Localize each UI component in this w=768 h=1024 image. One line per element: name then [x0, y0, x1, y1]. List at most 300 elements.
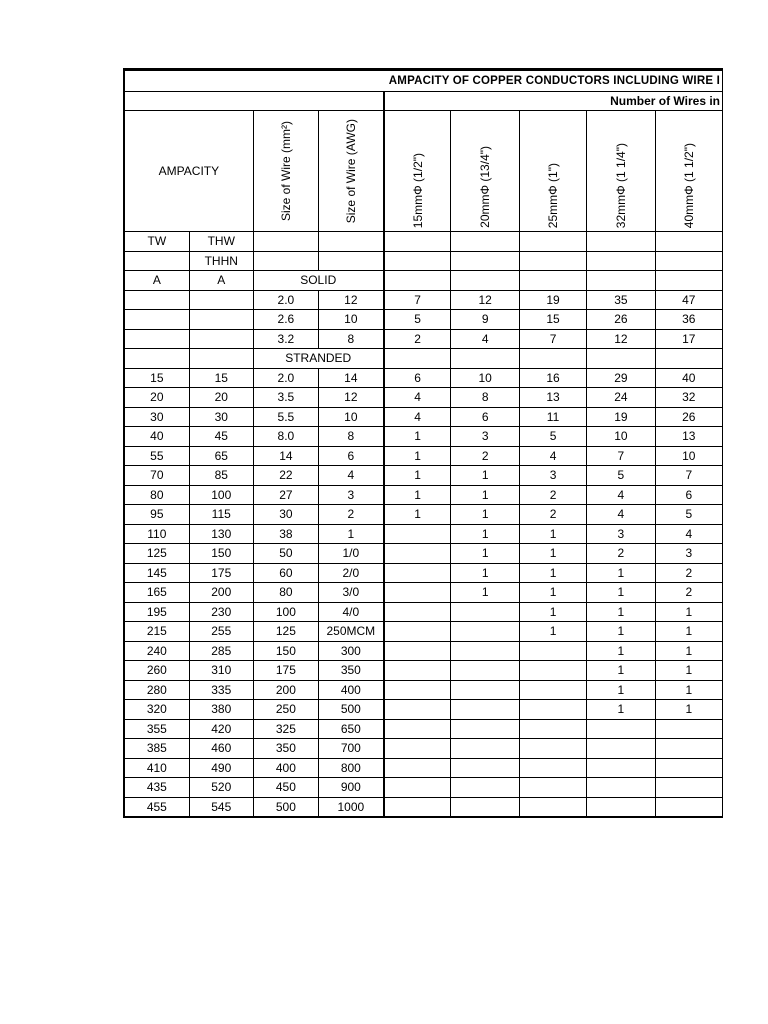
table-cell: 6 — [451, 407, 519, 427]
table-cell: 2 — [519, 485, 586, 505]
table-cell — [384, 778, 451, 798]
table-cell: 1 — [384, 505, 451, 525]
table-cell: 400 — [253, 758, 318, 778]
table-cell: 47 — [655, 290, 722, 310]
table-row — [124, 680, 723, 700]
table-cell: 1 — [318, 524, 383, 544]
table-row — [124, 329, 723, 349]
table-cell: 32 — [655, 388, 722, 408]
table-cell — [384, 797, 451, 817]
table-cell: 165 — [124, 583, 189, 603]
table-cell: 4 — [451, 329, 519, 349]
table-cell: 1 — [384, 427, 451, 447]
table-cell: 1 — [655, 680, 722, 700]
table-row — [124, 485, 723, 505]
table-cell: 400 — [318, 680, 383, 700]
table-cell: 80 — [124, 485, 189, 505]
table-cell: 35 — [587, 290, 655, 310]
table-cell — [384, 563, 451, 583]
table-cell: 2 — [519, 505, 586, 525]
table-cell: 10 — [451, 368, 519, 388]
table-row — [124, 797, 723, 817]
conduit-header-40mm — [655, 111, 722, 232]
table-cell — [451, 778, 519, 798]
table-cell: 1 — [587, 641, 655, 661]
table-cell: 10 — [655, 446, 722, 466]
table-row — [124, 544, 723, 564]
table-cell — [587, 271, 655, 291]
table-cell: 4 — [519, 446, 586, 466]
table-row — [124, 368, 723, 388]
table-row — [124, 466, 723, 486]
table-cell — [519, 661, 586, 681]
table-cell: 5 — [519, 427, 586, 447]
table-cell: 19 — [519, 290, 586, 310]
table-cell: 12 — [587, 329, 655, 349]
table-row — [124, 407, 723, 427]
size-mm2-label: Size of Wire (mm²) — [278, 121, 293, 221]
table-cell: 36 — [655, 310, 722, 330]
table-cell: 26 — [587, 310, 655, 330]
conduit-header-32mm — [587, 111, 655, 232]
conduit-label-15mm: 15mmΦ (1/2") — [410, 152, 425, 228]
table-cell: 4/0 — [318, 602, 383, 622]
table-cell: 12 — [451, 290, 519, 310]
table-cell — [253, 232, 318, 252]
table-cell: 1 — [587, 700, 655, 720]
table-cell: THW — [189, 232, 253, 252]
table-cell: 100 — [189, 485, 253, 505]
conduit-label-20mm: 20mmΦ (13/4") — [478, 146, 493, 228]
table-cell — [189, 290, 253, 310]
table-cell: 95 — [124, 505, 189, 525]
table-cell: 125 — [124, 544, 189, 564]
table-cell: 1 — [519, 563, 586, 583]
table-cell — [655, 251, 722, 271]
table-cell: 8 — [451, 388, 519, 408]
table-cell — [189, 329, 253, 349]
table-cell: 30 — [189, 407, 253, 427]
table-cell — [655, 719, 722, 739]
table-cell: 355 — [124, 719, 189, 739]
table-cell: 900 — [318, 778, 383, 798]
table-cell — [384, 641, 451, 661]
table-cell: 250MCM — [318, 622, 383, 642]
table-cell: 5.5 — [253, 407, 318, 427]
table-cell: 38 — [253, 524, 318, 544]
table-cell: 255 — [189, 622, 253, 642]
table-row — [124, 251, 723, 271]
size-mm2-header — [253, 111, 318, 232]
table-cell: 1 — [655, 661, 722, 681]
table-cell — [519, 758, 586, 778]
table-cell — [384, 622, 451, 642]
table-cell: 1 — [384, 466, 451, 486]
table-cell — [519, 719, 586, 739]
table-cell — [519, 641, 586, 661]
table-cell — [384, 271, 451, 291]
table-cell: 15 — [124, 368, 189, 388]
table-cell — [318, 251, 383, 271]
table-cell — [384, 719, 451, 739]
table-cell: 2.0 — [253, 368, 318, 388]
table-cell: 2 — [384, 329, 451, 349]
table-cell — [384, 758, 451, 778]
table-cell: 1 — [519, 583, 586, 603]
table-cell: 385 — [124, 739, 189, 759]
table-cell: 350 — [253, 739, 318, 759]
table-cell: 435 — [124, 778, 189, 798]
table-cell: 85 — [189, 466, 253, 486]
table-cell: 335 — [189, 680, 253, 700]
table-cell: 8.0 — [253, 427, 318, 447]
table-cell: 650 — [318, 719, 383, 739]
table-cell: 5 — [587, 466, 655, 486]
table-cell — [189, 349, 253, 369]
table-cell: 13 — [655, 427, 722, 447]
table-cell — [384, 524, 451, 544]
table-cell: 1 — [451, 583, 519, 603]
table-cell — [384, 680, 451, 700]
table-cell: 10 — [318, 310, 383, 330]
table-cell — [655, 739, 722, 759]
table-cell: 70 — [124, 466, 189, 486]
table-cell: A — [124, 271, 189, 291]
table-cell — [519, 680, 586, 700]
table-cell: 7 — [384, 290, 451, 310]
table-cell — [655, 778, 722, 798]
table-cell — [253, 251, 318, 271]
table-cell: 125 — [253, 622, 318, 642]
table-cell: 2 — [655, 583, 722, 603]
table-cell: 45 — [189, 427, 253, 447]
table-cell: 55 — [124, 446, 189, 466]
table-subtitle: Number of Wires in — [384, 92, 723, 111]
table-cell — [519, 251, 586, 271]
table-cell — [384, 349, 451, 369]
conduit-label-25mm: 25mmΦ (1") — [546, 162, 561, 228]
table-cell: 420 — [189, 719, 253, 739]
table-row — [124, 446, 723, 466]
table-row — [124, 641, 723, 661]
table-cell: 230 — [189, 602, 253, 622]
table-cell: 30 — [124, 407, 189, 427]
table-cell: 260 — [124, 661, 189, 681]
table-cell: 12 — [318, 388, 383, 408]
table-cell: 1 — [451, 524, 519, 544]
table-cell: 60 — [253, 563, 318, 583]
table-cell: A — [189, 271, 253, 291]
table-cell: 200 — [189, 583, 253, 603]
table-cell: 80 — [253, 583, 318, 603]
table-row — [124, 388, 723, 408]
table-cell: 3.5 — [253, 388, 318, 408]
table-cell — [189, 310, 253, 330]
table-cell — [519, 349, 586, 369]
table-cell: 19 — [587, 407, 655, 427]
table-cell: TW — [124, 232, 189, 252]
table-cell — [587, 349, 655, 369]
table-cell: 145 — [124, 563, 189, 583]
table-cell: 8 — [318, 427, 383, 447]
table-cell — [519, 700, 586, 720]
table-cell: 65 — [189, 446, 253, 466]
table-cell: 800 — [318, 758, 383, 778]
table-cell: 1 — [451, 563, 519, 583]
table-cell: 1 — [519, 524, 586, 544]
table-cell: 4 — [655, 524, 722, 544]
table-cell: 1/0 — [318, 544, 383, 564]
table-cell: 22 — [253, 466, 318, 486]
table-cell: 500 — [253, 797, 318, 817]
table-cell: 1 — [587, 563, 655, 583]
table-cell: 310 — [189, 661, 253, 681]
table-row — [124, 349, 723, 369]
table-cell — [451, 661, 519, 681]
table-cell — [587, 778, 655, 798]
table-cell — [384, 232, 451, 252]
table-cell: 300 — [318, 641, 383, 661]
table-cell: 520 — [189, 778, 253, 798]
ampacity-table — [123, 68, 723, 818]
table-row — [124, 719, 723, 739]
table-row — [124, 563, 723, 583]
table-cell — [587, 251, 655, 271]
table-cell — [451, 232, 519, 252]
table-cell: 115 — [189, 505, 253, 525]
table-cell: 2 — [318, 505, 383, 525]
table-cell: 3.2 — [253, 329, 318, 349]
table-cell: 30 — [253, 505, 318, 525]
ampacity-header: AMPACITY — [124, 111, 253, 232]
table-row — [124, 583, 723, 603]
table-cell: 3 — [451, 427, 519, 447]
table-cell: 40 — [124, 427, 189, 447]
ampacity-table-sheet — [123, 68, 720, 816]
table-cell: 27 — [253, 485, 318, 505]
table-cell — [451, 641, 519, 661]
table-cell: SOLID — [253, 271, 383, 291]
table-row — [124, 778, 723, 798]
table-cell: 280 — [124, 680, 189, 700]
table-cell: 545 — [189, 797, 253, 817]
table-cell: 20 — [124, 388, 189, 408]
table-cell: 215 — [124, 622, 189, 642]
table-row — [124, 758, 723, 778]
table-row — [124, 290, 723, 310]
table-cell — [519, 739, 586, 759]
table-cell: 7 — [655, 466, 722, 486]
table-cell: 1 — [587, 680, 655, 700]
conduit-header-20mm — [451, 111, 519, 232]
table-cell: 15 — [519, 310, 586, 330]
table-cell: 1 — [451, 505, 519, 525]
table-cell — [587, 797, 655, 817]
table-cell — [587, 232, 655, 252]
table-cell: 325 — [253, 719, 318, 739]
table-cell: 4 — [318, 466, 383, 486]
table-cell — [587, 739, 655, 759]
table-cell: 2.0 — [253, 290, 318, 310]
table-cell: 14 — [318, 368, 383, 388]
table-cell — [384, 251, 451, 271]
table-cell: 10 — [318, 407, 383, 427]
table-cell: 17 — [655, 329, 722, 349]
table-row — [124, 602, 723, 622]
table-cell: 4 — [384, 388, 451, 408]
table-cell: 8 — [318, 329, 383, 349]
table-cell: 20 — [189, 388, 253, 408]
table-cell: 3 — [587, 524, 655, 544]
table-cell: 14 — [253, 446, 318, 466]
table-row — [124, 310, 723, 330]
table-cell — [124, 349, 189, 369]
table-cell — [451, 797, 519, 817]
table-cell — [384, 602, 451, 622]
table-cell: 1 — [655, 641, 722, 661]
table-cell: 6 — [318, 446, 383, 466]
table-cell: 1 — [384, 485, 451, 505]
table-cell: 26 — [655, 407, 722, 427]
table-cell: STRANDED — [253, 349, 383, 369]
table-cell: 12 — [318, 290, 383, 310]
table-cell: 100 — [253, 602, 318, 622]
table-cell: 150 — [189, 544, 253, 564]
table-cell: 200 — [253, 680, 318, 700]
table-cell — [587, 758, 655, 778]
table-row — [124, 739, 723, 759]
table-cell: 1 — [451, 485, 519, 505]
table-cell: 490 — [189, 758, 253, 778]
table-cell: 5 — [384, 310, 451, 330]
table-cell: 450 — [253, 778, 318, 798]
table-row — [124, 524, 723, 544]
table-cell — [519, 232, 586, 252]
table-cell: 175 — [189, 563, 253, 583]
table-cell: 3 — [519, 466, 586, 486]
table-cell: 4 — [587, 485, 655, 505]
table-cell: 500 — [318, 700, 383, 720]
table-cell: 2 — [587, 544, 655, 564]
table-cell — [124, 290, 189, 310]
conduit-header-25mm — [519, 111, 586, 232]
table-cell — [384, 700, 451, 720]
conduit-label-40mm: 40mmΦ (1 1/2") — [681, 142, 696, 228]
table-cell: 350 — [318, 661, 383, 681]
table-cell — [655, 232, 722, 252]
table-cell: 2.6 — [253, 310, 318, 330]
table-row — [124, 232, 723, 252]
table-title: AMPACITY OF COPPER CONDUCTORS INCLUDING WIRE I — [124, 70, 723, 92]
table-cell — [519, 271, 586, 291]
table-cell: 410 — [124, 758, 189, 778]
table-cell — [451, 739, 519, 759]
table-cell — [655, 349, 722, 369]
table-row — [124, 505, 723, 525]
table-cell: 2/0 — [318, 563, 383, 583]
table-cell: 1 — [587, 583, 655, 603]
table-cell — [124, 329, 189, 349]
table-cell — [451, 602, 519, 622]
table-cell: 110 — [124, 524, 189, 544]
table-cell: 250 — [253, 700, 318, 720]
table-cell — [451, 251, 519, 271]
table-cell — [451, 719, 519, 739]
size-awg-header — [318, 111, 383, 232]
table-cell: 1 — [587, 661, 655, 681]
size-awg-label: Size of Wire (AWG) — [343, 118, 358, 224]
table-cell: 15 — [189, 368, 253, 388]
table-cell: 1 — [519, 544, 586, 564]
table-cell: 380 — [189, 700, 253, 720]
table-cell: 1 — [587, 622, 655, 642]
table-cell: 1 — [519, 602, 586, 622]
table-cell: 1 — [655, 622, 722, 642]
table-cell — [384, 583, 451, 603]
table-cell — [451, 758, 519, 778]
table-cell — [318, 232, 383, 252]
table-cell: 29 — [587, 368, 655, 388]
table-cell — [384, 544, 451, 564]
table-cell: 7 — [587, 446, 655, 466]
table-cell: 130 — [189, 524, 253, 544]
table-cell: 10 — [587, 427, 655, 447]
table-cell — [384, 739, 451, 759]
table-cell: 3 — [318, 485, 383, 505]
table-cell: 9 — [451, 310, 519, 330]
subtitle-blank-cell — [124, 92, 384, 111]
table-cell: 1 — [519, 622, 586, 642]
table-cell: 50 — [253, 544, 318, 564]
table-cell: 24 — [587, 388, 655, 408]
table-cell: 3 — [655, 544, 722, 564]
table-cell — [384, 661, 451, 681]
table-cell — [655, 758, 722, 778]
table-cell: 1 — [451, 544, 519, 564]
table-cell: 4 — [384, 407, 451, 427]
table-cell: 3/0 — [318, 583, 383, 603]
table-cell: 1 — [451, 466, 519, 486]
table-cell: THHN — [189, 251, 253, 271]
table-cell: 1 — [384, 446, 451, 466]
table-cell: 6 — [655, 485, 722, 505]
table-cell: 2 — [655, 563, 722, 583]
table-cell: 6 — [384, 368, 451, 388]
table-cell: 195 — [124, 602, 189, 622]
table-row — [124, 700, 723, 720]
table-cell: 7 — [519, 329, 586, 349]
table-cell — [519, 778, 586, 798]
table-row — [124, 427, 723, 447]
table-cell — [519, 797, 586, 817]
table-cell: 700 — [318, 739, 383, 759]
table-cell: 1 — [655, 700, 722, 720]
table-cell: 150 — [253, 641, 318, 661]
table-cell: 460 — [189, 739, 253, 759]
table-cell — [587, 719, 655, 739]
table-cell — [451, 349, 519, 369]
table-cell: 13 — [519, 388, 586, 408]
table-cell: 40 — [655, 368, 722, 388]
table-cell: 320 — [124, 700, 189, 720]
table-row — [124, 271, 723, 291]
table-cell — [451, 680, 519, 700]
table-cell: 2 — [451, 446, 519, 466]
table-cell: 175 — [253, 661, 318, 681]
table-row — [124, 622, 723, 642]
table-row — [124, 661, 723, 681]
conduit-label-32mm: 32mmΦ (1 1/4") — [613, 142, 628, 228]
